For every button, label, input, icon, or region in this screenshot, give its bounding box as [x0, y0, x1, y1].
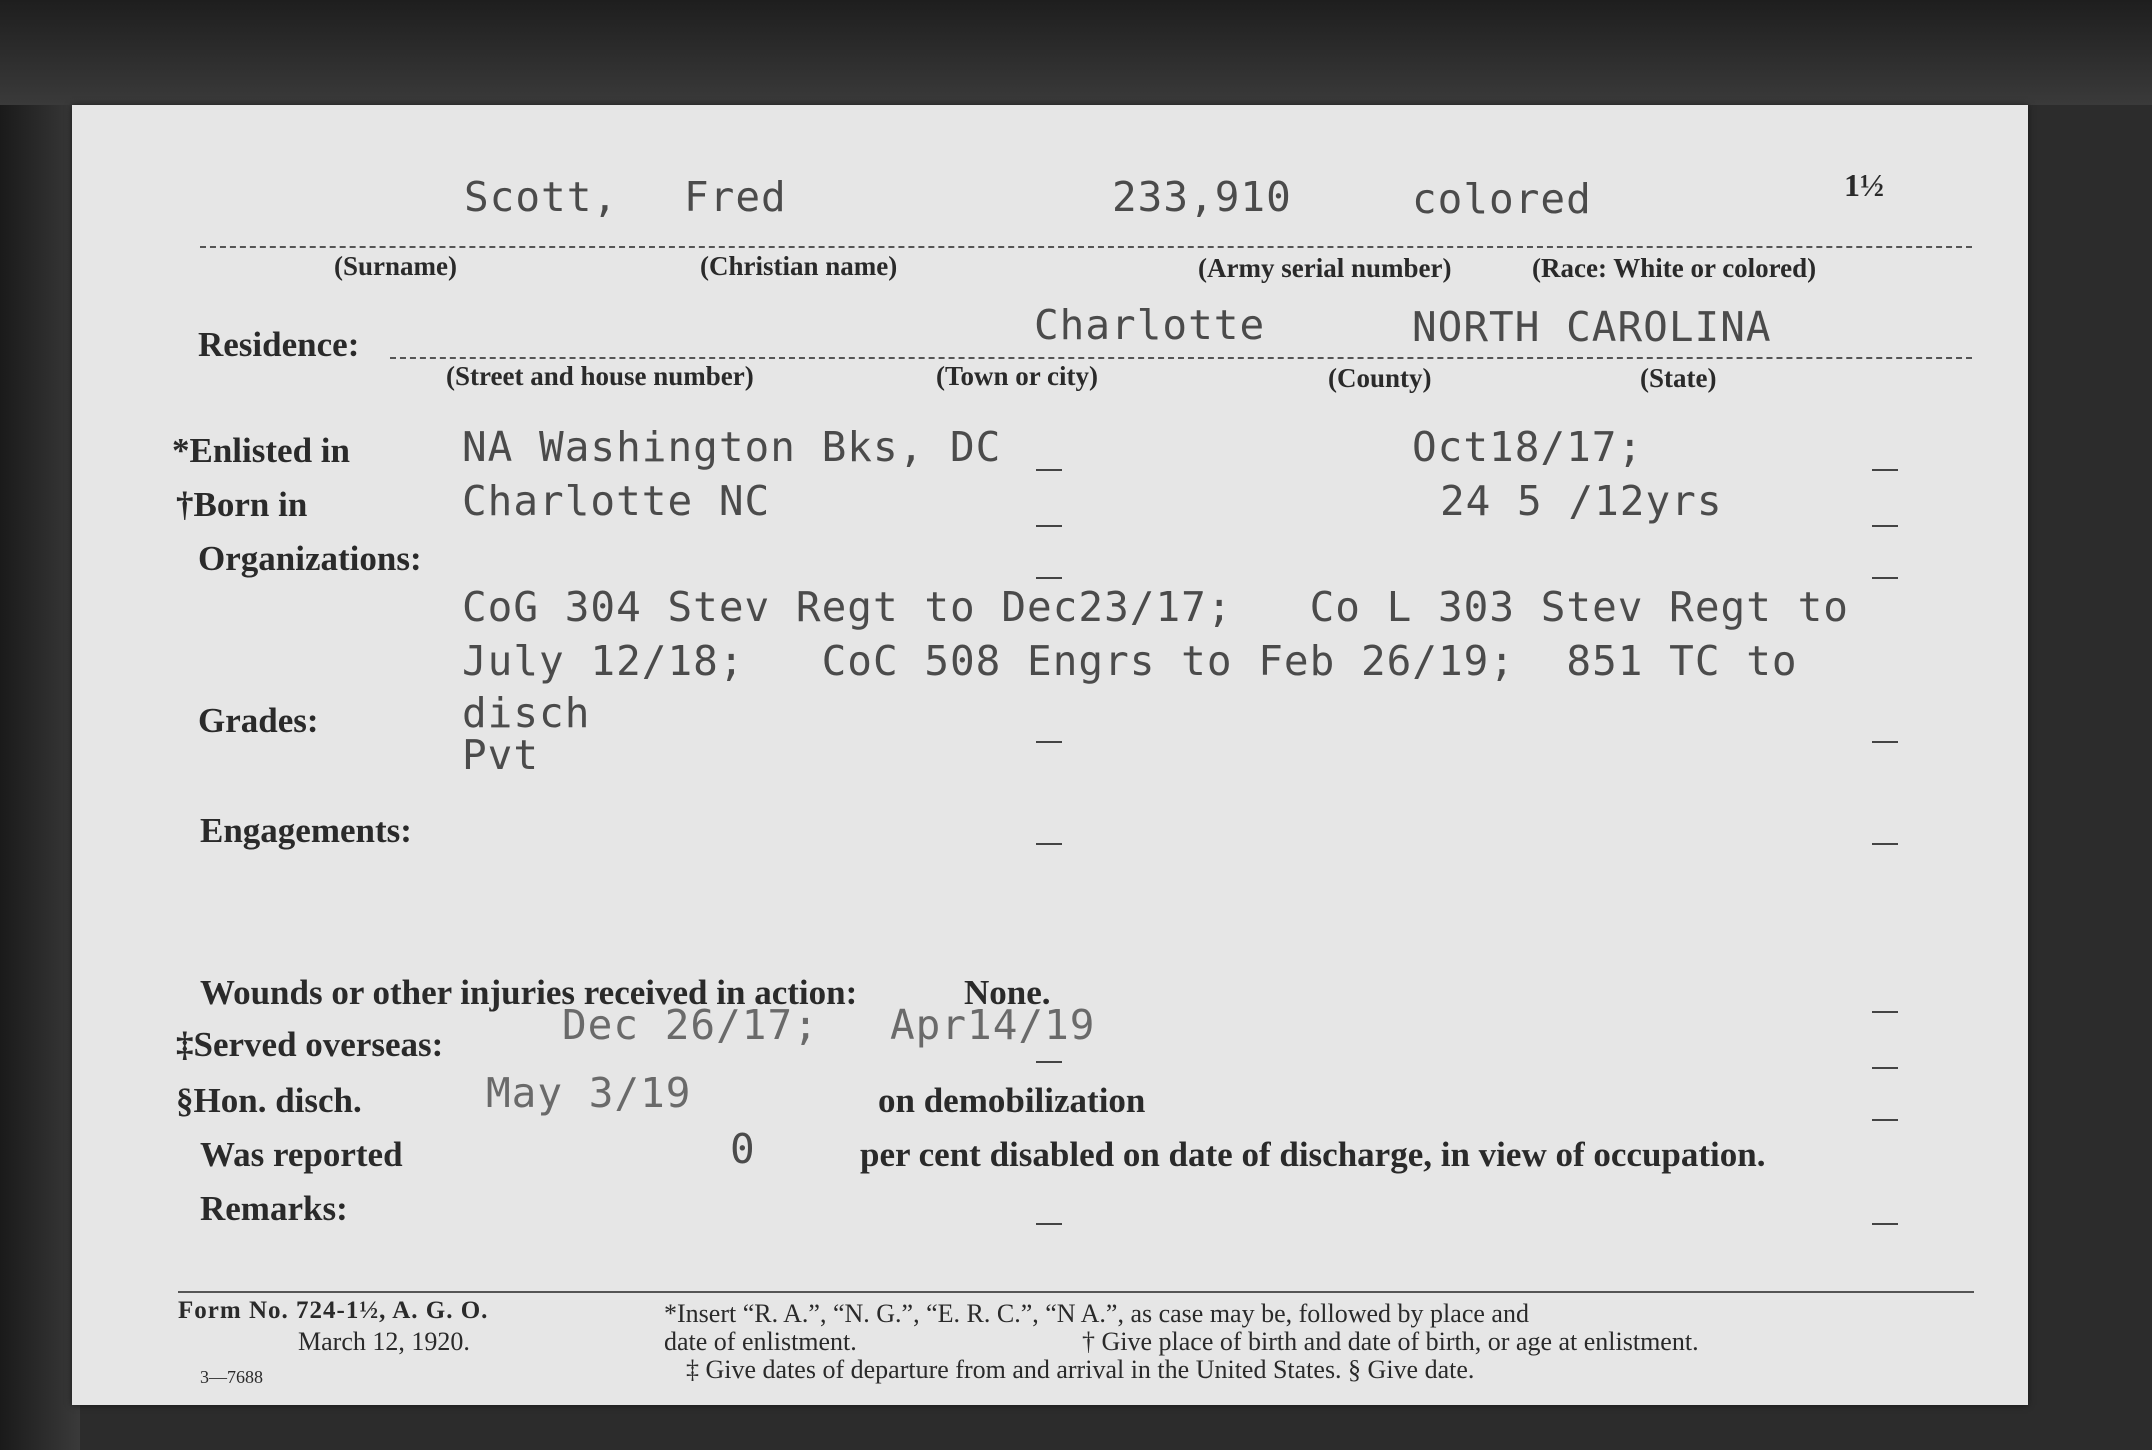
tick-mark: [1036, 843, 1062, 845]
service-record-card: [72, 105, 2028, 1405]
born-age-value: 24 5 /12yrs: [1440, 477, 1723, 525]
header-dashed-line: [200, 246, 1972, 248]
form-fraction: 1½: [1844, 167, 1884, 203]
tick-mark: [1872, 1223, 1898, 1225]
christian-name-value: Fred: [684, 173, 787, 221]
grades-label: Grades:: [198, 701, 319, 740]
tick-mark: [1036, 1061, 1062, 1063]
wounds-label: Wounds or other injuries received in action:: [200, 973, 858, 1012]
disability-percent-value: 0: [730, 1125, 756, 1173]
grades-value: Pvt: [462, 731, 540, 779]
tick-mark: [1872, 577, 1898, 579]
tick-mark: [1872, 1119, 1898, 1121]
tick-mark: [1872, 843, 1898, 845]
residence-state-value: NORTH CAROLINA: [1412, 303, 1772, 351]
tick-mark: [1872, 1011, 1898, 1013]
tick-mark: [1872, 525, 1898, 527]
overseas-arrival-value: Apr14/19: [890, 1001, 1096, 1049]
race-caption: (Race: White or colored): [1532, 253, 1817, 283]
christian-name-caption: (Christian name): [700, 251, 898, 281]
serial-number-value: 233,910: [1112, 173, 1292, 221]
enlisted-date-value: Oct18/17;: [1412, 423, 1644, 471]
scan-background-top: [0, 0, 2152, 105]
residence-label: Residence:: [198, 325, 360, 364]
footer-rule: [178, 1291, 1974, 1293]
overseas-departure-value: Dec 26/17;: [562, 1001, 819, 1049]
organizations-line-1: CoG 304 Stev Regt to Dec23/17; Co L 303 Stev Regt to: [462, 583, 1849, 631]
tick-mark: [1872, 469, 1898, 471]
tick-mark: [1036, 525, 1062, 527]
remarks-label: Remarks:: [200, 1189, 348, 1228]
tick-mark: [1872, 741, 1898, 743]
form-date: March 12, 1920.: [298, 1327, 470, 1356]
born-label: †Born in: [176, 485, 308, 524]
residence-town-value: Charlotte: [1034, 301, 1266, 349]
hon-disch-reason: on demobilization: [878, 1081, 1146, 1120]
town-caption: (Town or city): [936, 361, 1098, 391]
street-caption: (Street and house number): [446, 361, 754, 391]
form-number: Form No. 724-1½, A. G. O.: [178, 1297, 489, 1324]
hon-disch-date-value: May 3/19: [486, 1069, 692, 1117]
was-reported-label: Was reported: [200, 1135, 403, 1174]
serial-number-caption: (Army serial number): [1198, 253, 1452, 283]
wounds-value: None.: [964, 973, 1051, 1012]
hon-disch-label: §Hon. disch.: [176, 1081, 362, 1120]
footnote-insert: *Insert “R. A.”, “N. G.”, “E. R. C.”, “N A.”, as case may be, followed by place and: [664, 1299, 1529, 1328]
tick-mark: [1872, 1067, 1898, 1069]
surname-caption: (Surname): [334, 251, 457, 281]
organizations-line-2: July 12/18; CoC 508 Engrs to Feb 26/19; 851 TC to: [462, 637, 1798, 685]
tick-mark: [1036, 577, 1062, 579]
disability-text: per cent disabled on date of discharge, in view of occupation.: [860, 1135, 1766, 1174]
state-caption: (State): [1640, 363, 1717, 393]
scan-background-left: [0, 0, 80, 1450]
born-place-value: Charlotte NC: [462, 477, 771, 525]
surname-value: Scott,: [464, 173, 619, 221]
organizations-line-3: disch: [462, 689, 591, 737]
race-value: colored: [1412, 175, 1592, 223]
print-code: 3—7688: [200, 1367, 263, 1387]
enlisted-label: *Enlisted in: [172, 431, 350, 470]
residence-dashed-line: [390, 357, 1972, 359]
tick-mark: [1036, 469, 1062, 471]
organizations-label: Organizations:: [198, 539, 422, 578]
footnote-born: † Give place of birth and date of birth, or age at enlistment.: [1082, 1327, 1699, 1356]
enlisted-place-value: NA Washington Bks, DC: [462, 423, 1002, 471]
footnote-overseas: ‡ Give dates of departure from and arrival in the United States. § Give date.: [686, 1355, 1475, 1384]
tick-mark: [1036, 1223, 1062, 1225]
tick-mark: [1036, 741, 1062, 743]
overseas-label: ‡Served overseas:: [176, 1025, 444, 1064]
engagements-label: Engagements:: [200, 811, 412, 850]
county-caption: (County): [1328, 363, 1432, 393]
footnote-insert-cont: date of enlistment.: [664, 1327, 857, 1356]
